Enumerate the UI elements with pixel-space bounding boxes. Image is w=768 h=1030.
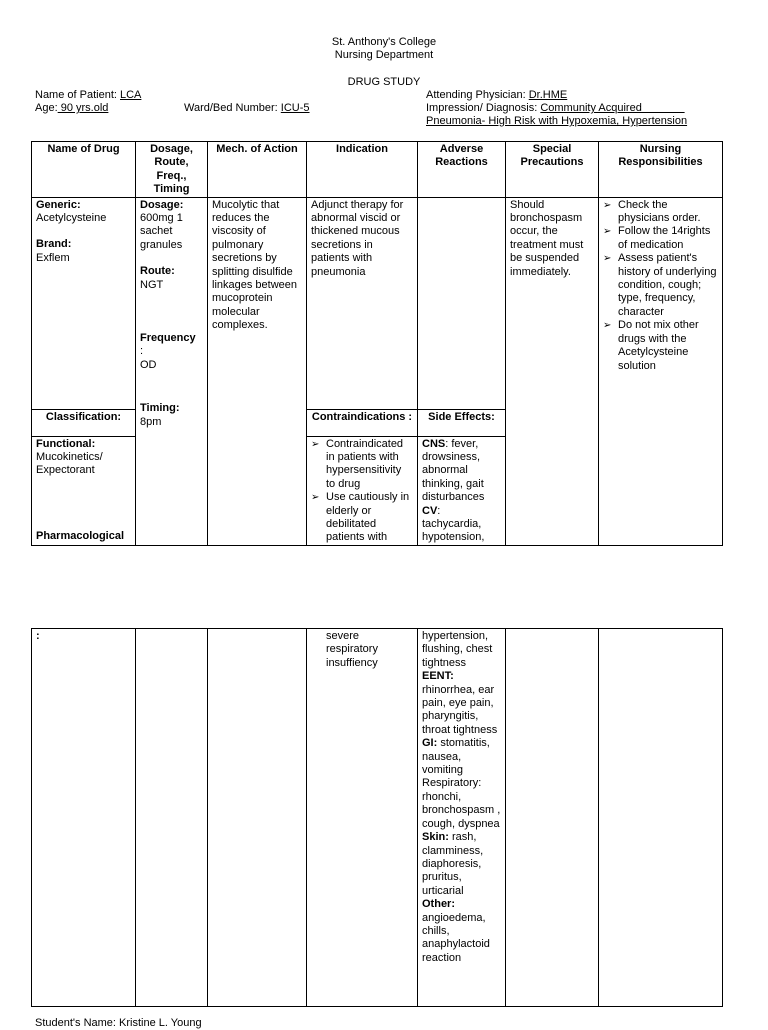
drug-study-table [31,141,723,546]
classification-label: Classification: [32,409,136,436]
contraindications-cont-text: severe respiratory insuffiency [326,630,378,669]
pharmacological-label: Pharmacological [36,530,125,543]
col-header-name-of-drug: Name of Drug [32,142,136,198]
document-title: DRUG STUDY [347,76,421,88]
cell-classification [32,436,136,545]
cell-adverse-reactions [418,197,506,409]
patient-age-value: 90 yrs.old [57,102,109,114]
list-item: ➢ Assess patient's history of underlying condition, cough; type, frequency, character [603,252,718,319]
list-item: ➢ Do not mix other drugs with the Acetylcysteine solution [603,319,718,373]
col-header-dosage: Dosage, Route, Freq., Timing [136,142,208,198]
cell-contraindications [307,436,418,545]
cell-contraindications-cont [307,629,418,1007]
timing-label: Timing: [140,402,180,415]
side-effect-cv: CV: tachycardia, hypotension, [422,504,485,544]
side-effect-gi: GI: stomatitis, nausea, vomiting [422,737,490,777]
functional-value: Mucokinetics/ Expectorant [36,451,103,477]
cell-dosage-cont [136,629,208,1007]
cell-side-effects-cont [418,629,506,1007]
dosage-value: 600mg 1 sachet granules [140,212,183,251]
table-header-row [32,142,723,198]
route-label: Route: [140,265,175,278]
timing-value: 8pm [140,415,162,428]
impression-value-2: Pneumonia- High Risk with Hypoxemia, Hypertension [426,115,688,127]
attending-physician: Attending Physician: Dr.HME [426,89,568,101]
ward-bed: Ward/Bed Number: ICU-5 [184,102,310,114]
cell-side-effects [418,436,506,545]
frequency-label: Frequency [140,332,196,345]
patient-name: Name of Patient: LCA [35,89,142,101]
impression-diagnosis: Impression/ Diagnosis: Community Acquired [426,102,685,114]
list-item: ➢ Contraindicated in patients with hypersensitivity to drug [311,438,413,492]
cell-mechanism: Mucolytic that reduces the viscosity of pulmonary secretions by splitting disulfide linkages between mucoprotein molecular complexes. [208,197,307,545]
frequency-value: OD [140,358,157,371]
side-effect-cv-cont: hypertension, flushing, chest tightness [422,630,493,669]
student-name: Student's Name: Kristine L. Young [35,1017,202,1029]
cell-special-precautions: Should bronchospasm occur, the treatment must be suspended immediately. [506,197,599,545]
contraindications-label: Contraindications : [307,409,418,436]
cell-dosage: Dosage: 600mg 1 sachet granules Route: NGT Frequency : OD Timing: 8pm [136,197,208,545]
brand-label: Brand: [36,238,72,251]
col-header-indication: Indication [307,142,418,198]
list-item: ➢ Use cautiously in elderly or debilitated patients with [311,491,413,545]
list-item: ➢ Follow the 14rights of medication [603,225,718,252]
impression-value-1: Community Acquired [540,102,685,114]
col-header-adverse-reactions: Adverse Reactions [418,142,506,198]
college-name: St. Anthony's College [331,36,437,48]
side-effects-label: Side Effects: [418,409,506,436]
patient-name-value: LCA [120,89,142,101]
table-row-continued [32,629,723,1007]
drug-study-table-continued [31,628,723,1007]
col-header-nursing-responsibilities: Nursing Responsibilities [599,142,723,198]
ward-bed-value: ICU-5 [280,102,310,114]
nursing-list [603,199,718,373]
side-effect-skin: Skin: rash, clamminess, diaphoresis, pruritus, urticarial [422,831,484,897]
route-value: NGT [140,278,164,291]
cell-indication: Adjunct therapy for abnormal viscid or thickened mucous secretions in patients with pneumonia [307,197,418,409]
side-effect-cns: CNS: fever, drowsiness, abnormal thinking, gait disturbances [422,437,485,504]
functional-label: Functional: [36,437,96,450]
cell-pharmacological-cont: : [32,629,136,1007]
department-name: Nursing Department [334,49,434,61]
list-item: ➢ Check the physicians order. [603,199,718,226]
generic-value: Acetylcysteine [36,212,107,225]
side-effect-other: Other: angioedema, chills, anaphylactoid reaction [422,898,490,964]
side-effect-respiratory: Respiratory: rhonchi, bronchospasm , cough, dyspnea [422,777,501,830]
cell-nursing-cont [599,629,723,1007]
table-row-drug-info [32,197,723,409]
contraindications-list [311,438,413,545]
generic-label: Generic: [36,198,81,211]
side-effect-eent: EENT: rhinorrhea, ear pain, eye pain, pharyngitis, throat tightness [422,670,498,736]
attending-physician-value: Dr.HME [528,89,568,101]
cell-nursing-responsibilities [599,197,723,545]
cell-mechanism-cont [208,629,307,1007]
cell-drug-names [32,197,136,409]
col-header-mechanism: Mech. of Action [208,142,307,198]
brand-value: Exflem [36,251,70,264]
col-header-special-precautions: Special Precautions [506,142,599,198]
patient-age: Age: 90 yrs.old [35,102,109,114]
dosage-label: Dosage: [140,198,184,211]
cell-special-precautions-cont [506,629,599,1007]
